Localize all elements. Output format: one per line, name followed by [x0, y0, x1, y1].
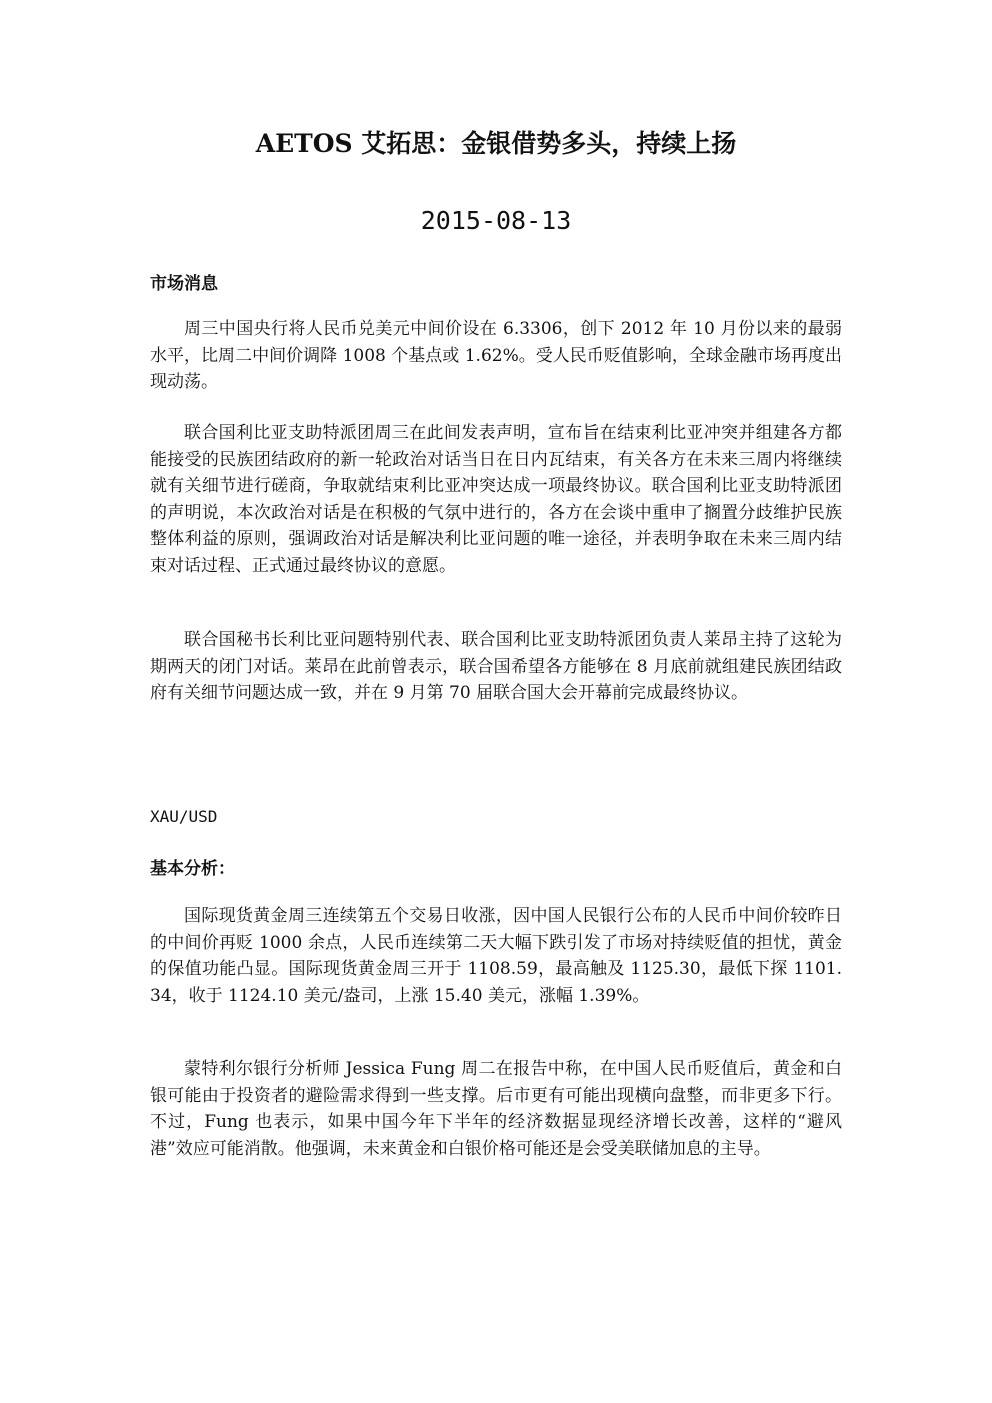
market-news-paragraph-1: 周三中国央行将人民币兑美元中间价设在 6.3306，创下 2012 年 10 月份以来的最弱水平，比周二中间价调降 1008 个基点或 1.62%。受人民币贬值影响，全球金融市场再度出现动荡。 — [150, 319, 842, 392]
market-news-heading: 市场消息 — [150, 274, 218, 294]
instrument-label: XAU/USD — [150, 807, 218, 826]
document-title: AETOS 艾拓思：金银借势多头，持续上扬 — [255, 129, 737, 158]
fundamental-analysis-heading: 基本分析： — [150, 859, 235, 879]
fundamental-paragraph-1: 国际现货黄金周三连续第五个交易日收涨，因中国人民银行公布的人民币中间价较昨日的中间价再贬 1000 余点，人民币连续第二天大幅下跌引发了市场对持续贬值的担忧，黄金的保值功能凸显。国际现货黄金周三开于 1108.59，最高触及 1125.30，最低下探 1101.34，收于 1124.10 美元/盎司，上涨 15.40 美元，涨幅 1.39%。 — [150, 906, 842, 1006]
fundamental-paragraph-2: 蒙特利尔银行分析师 Jessica Fung 周二在报告中称，在中国人民币贬值后，黄金和白银可能由于投资者的避险需求得到一些支撑。后市更有可能出现横向盘整，而非更多下行。不过，Fung 也表示，如果中国今年下半年的经济数据显现经济增长改善，这样的“避风港”效应可能消散。他强调，未来黄金和白银价格可能还是会受美联储加息的主导。 — [150, 1059, 842, 1159]
market-news-paragraph-2: 联合国利比亚支助特派团周三在此间发表声明，宣布旨在结束利比亚冲突并组建各方都能接受的民族团结政府的新一轮政治对话当日在日内瓦结束，有关各方在未来三周内将继续就有关细节进行磋商，争取就结束利比亚冲突达成一项最终协议。联合国利比亚支助特派团的声明说，本次政治对话是在积极的气氛中进行的，各方在会谈中重申了搁置分歧维护民族整体利益的原则，强调政治对话是解决利比亚问题的唯一途径，并表明争取在未来三周内结束对话过程、正式通过最终协议的意愿。 — [150, 423, 842, 576]
market-news-paragraph-3: 联合国秘书长利比亚问题特别代表、联合国利比亚支助特派团负责人莱昂主持了这轮为期两天的闭门对话。莱昂在此前曾表示，联合国希望各方能够在 8 月底前就组建民族团结政府有关细节问题达成一致，并在 9 月第 70 届联合国大会开幕前完成最终协议。 — [150, 630, 842, 703]
document-date: 2015-08-13 — [420, 206, 572, 235]
document-page — [150, 0, 842, 1403]
